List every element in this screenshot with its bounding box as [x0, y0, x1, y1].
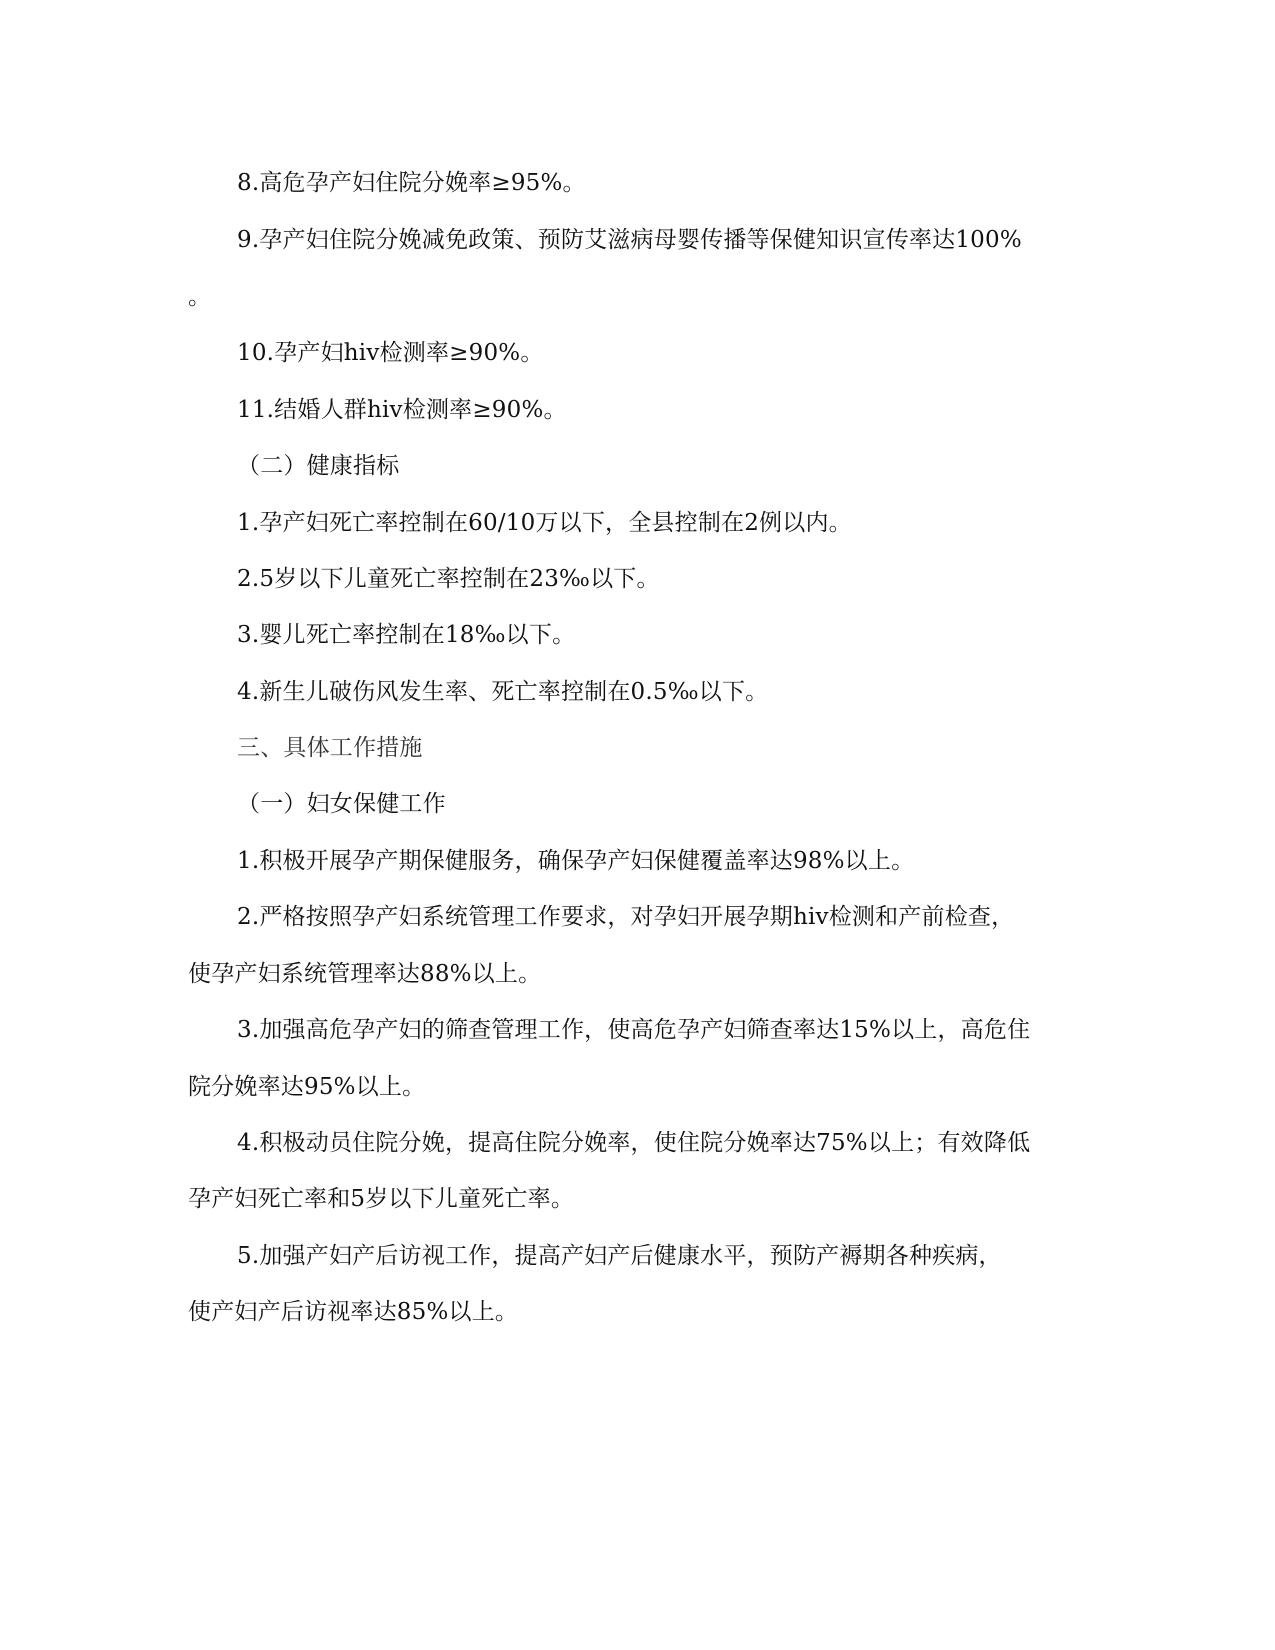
measure-3: 3.加强高危孕产妇的筛查管理工作，使高危孕产妇筛查率达15%以上，高危住 [237, 1017, 1031, 1043]
measure-2-continuation: 使孕产妇系统管理率达88%以上。 [188, 961, 542, 987]
womens-health-heading: （一）妇女保健工作 [237, 791, 446, 817]
target-item-11: 11.结婚人群hiv检测率≥90%。 [237, 397, 567, 423]
health-indicator-4: 4.新生儿破伤风发生率、死亡率控制在0.5‰以下。 [237, 679, 769, 705]
measure-5: 5.加强产妇产后访视工作，提高产妇产后健康水平，预防产褥期各种疾病， [237, 1243, 1002, 1269]
health-indicator-3: 3.婴儿死亡率控制在18‰以下。 [237, 622, 576, 648]
target-item-10: 10.孕产妇hiv检测率≥90%。 [237, 340, 544, 366]
health-indicators-heading: （二）健康指标 [237, 453, 400, 479]
health-indicator-2: 2.5岁以下儿童死亡率控制在23‰以下。 [237, 566, 660, 592]
target-item-9: 9.孕产妇住院分娩减免政策、预防艾滋病母婴传播等保健知识宣传率达100% [237, 227, 1022, 253]
section-heading-work-measures: 三、具体工作措施 [237, 735, 423, 761]
target-item-8: 8.高危孕产妇住院分娩率≥95%。 [237, 170, 586, 196]
measure-2: 2.严格按照孕产妇系统管理工作要求，对孕妇开展孕期hiv检测和产前检查， [237, 904, 1015, 930]
measure-4-continuation: 孕产妇死亡率和5岁以下儿童死亡率。 [188, 1186, 575, 1212]
measure-4: 4.积极动员住院分娩，提高住院分娩率，使住院分娩率达75%以上；有效降低 [237, 1130, 1031, 1156]
measure-5-continuation: 使产妇产后访视率达85%以上。 [188, 1299, 519, 1325]
health-indicator-1: 1.孕产妇死亡率控制在60/10万以下，全县控制在2例以内。 [237, 510, 852, 536]
measure-1: 1.积极开展孕产期保健服务，确保孕产妇保健覆盖率达98%以上。 [237, 848, 915, 874]
measure-3-continuation: 院分娩率达95%以上。 [188, 1074, 426, 1100]
target-item-9-continuation: 。 [188, 284, 212, 310]
